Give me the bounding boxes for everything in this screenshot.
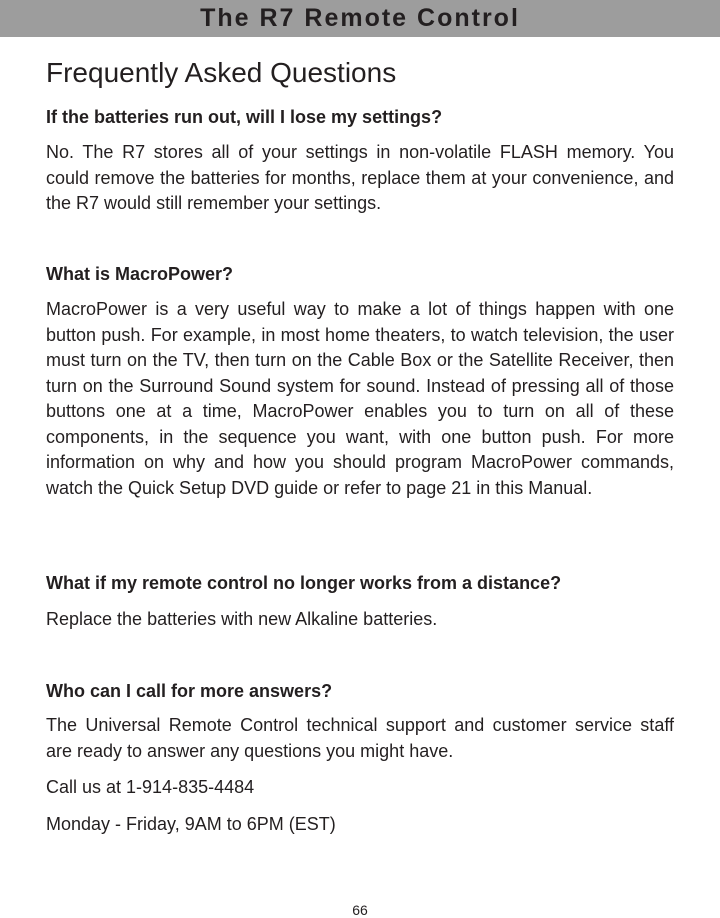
contact-hours: Monday - Friday, 9AM to 6PM (EST) — [46, 814, 336, 834]
faq-question-distance: What if my remote control no longer works from a distance? — [46, 573, 562, 593]
contact-phone: Call us at 1-914-835-4484 — [46, 777, 255, 797]
faq-question-macropower: What is MacroPower? — [46, 264, 234, 284]
faq-answer-macropower: MacroPower is a very useful way to make a lot of things happen with one button push. For example, in most home theaters, to watch television, the user must turn on the TV, then turn on the Cable Box or the Satellite Receiver, then turn on the Surround Sound system for sound. Instead of pressing all of those buttons one at a time, MacroPower enables you to turn on all of these components, in the sequence you want, with one button push. For more information on why and how you should program MacroPower commands, watch the Quick Setup DVD guide or refer to page 21 in this Manual. — [46, 299, 674, 498]
header-title: The R7 Remote Control — [200, 4, 520, 32]
faq-question-contact: Who can I call for more answers? — [46, 681, 333, 701]
faq-answer-distance: Replace the batteries with new Alkaline batteries. — [46, 609, 438, 629]
page-title: Frequently Asked Questions — [46, 57, 397, 88]
page-number: 66 — [352, 902, 368, 918]
header-bar — [0, 0, 720, 37]
faq-question-batteries: If the batteries run out, will I lose my settings? — [46, 107, 443, 127]
faq-answer-batteries: No. The R7 stores all of your settings in non-volatile FLASH memory. You could remove the batteries for months, replace them at your convenience, and the R7 would still remember your settings. — [46, 142, 674, 213]
faq-answer-contact: The Universal Remote Control technical support and customer service staff are ready to answer any questions you might have. — [46, 715, 674, 761]
